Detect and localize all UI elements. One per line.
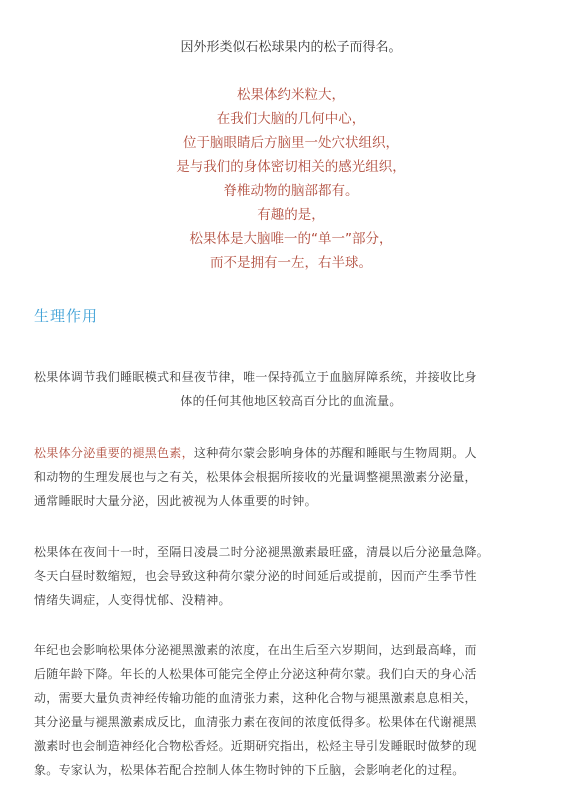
paragraph-age-effects <box>34 638 548 782</box>
paragraph-line: 松果体调节我们睡眠模式和昼夜节律，唯一保持孤立于血脑屏障系统，并接收比身 <box>34 370 477 384</box>
poem-block <box>0 83 582 275</box>
intro-line: 因外形类似石松球果内的松子而得名。 <box>180 40 402 55</box>
paragraph-melatonin <box>34 441 548 513</box>
paragraph-night-secretion <box>34 540 548 612</box>
section-heading: 生理作用 <box>34 307 99 325</box>
paragraph-line: 体的任何其他地区较高百分比的血流量。 <box>180 394 402 408</box>
paragraph-line-rest: 这种荷尔蒙会影响身体的苏醒和睡眠与生物周期。人 <box>193 446 477 460</box>
paragraph-line: 通常睡眠时大量分泌，因此被视为人体重要的时钟。 <box>34 494 317 508</box>
paragraph-line: 动，需要大量负责神经传输功能的血清张力素，这种化合物与褪黑激素息息相关， <box>34 691 477 705</box>
paragraph-line: 激素时也会制造神经化合物松香烃。近期研究指出，松烃主导引发睡眠时做梦的现 <box>34 739 477 753</box>
paragraph-line: 后随年龄下降。年长的人松果体可能完全停止分泌这种荷尔蒙。我们白天的身心活 <box>34 667 477 681</box>
paragraph-line: 冬天白昼时数缩短，也会导致这种荷尔蒙分泌的时间延后或提前，因而产生季节性 <box>34 569 477 583</box>
highlight-text: 松果体分泌重要的褪黑色素， <box>34 446 194 460</box>
poem-line: 有趣的是， <box>257 207 325 223</box>
paragraph-line: 松果体在夜间十一时，至隔日凌晨二时分泌褪黑激素最旺盛，清晨以后分泌量急降。 <box>34 545 490 559</box>
paragraph-blood-flow <box>34 365 548 413</box>
paragraph-line <box>34 441 548 465</box>
poem-line: 脊椎动物的脑部都有。 <box>223 183 359 199</box>
paragraph-line: 和动物的生理发展也与之有关，松果体会根据所接收的光量调整褪黑激素分泌量， <box>34 470 477 484</box>
poem-line: 位于脑眼睛后方脑里一处穴状组织， <box>183 135 399 151</box>
poem-line: 松果体约米粒大， <box>237 87 345 103</box>
paragraph-line: 象。专家认为，松果体若配合控制人体生物时钟的下丘脑，会影响老化的过程。 <box>34 763 465 777</box>
paragraph-line: 其分泌量与褪黑激素成反比，血清张力素在夜间的浓度低得多。松果体在代谢褪黑 <box>34 715 477 729</box>
poem-line: 在我们大脑的几何中心， <box>216 111 366 127</box>
poem-line: 是与我们的身体密切相关的感光组织， <box>176 159 406 175</box>
poem-line: 而不是拥有一左，右半球。 <box>210 255 372 271</box>
poem-line: 松果体是大脑唯一的“单一”部分， <box>189 231 393 247</box>
paragraph-line: 情绪失调症，人变得忧郁、没精神。 <box>34 593 231 607</box>
paragraph-line: 年纪也会影响松果体分泌褪黑激素的浓度，在出生后至六岁期间，达到最高峰，而 <box>34 643 477 657</box>
